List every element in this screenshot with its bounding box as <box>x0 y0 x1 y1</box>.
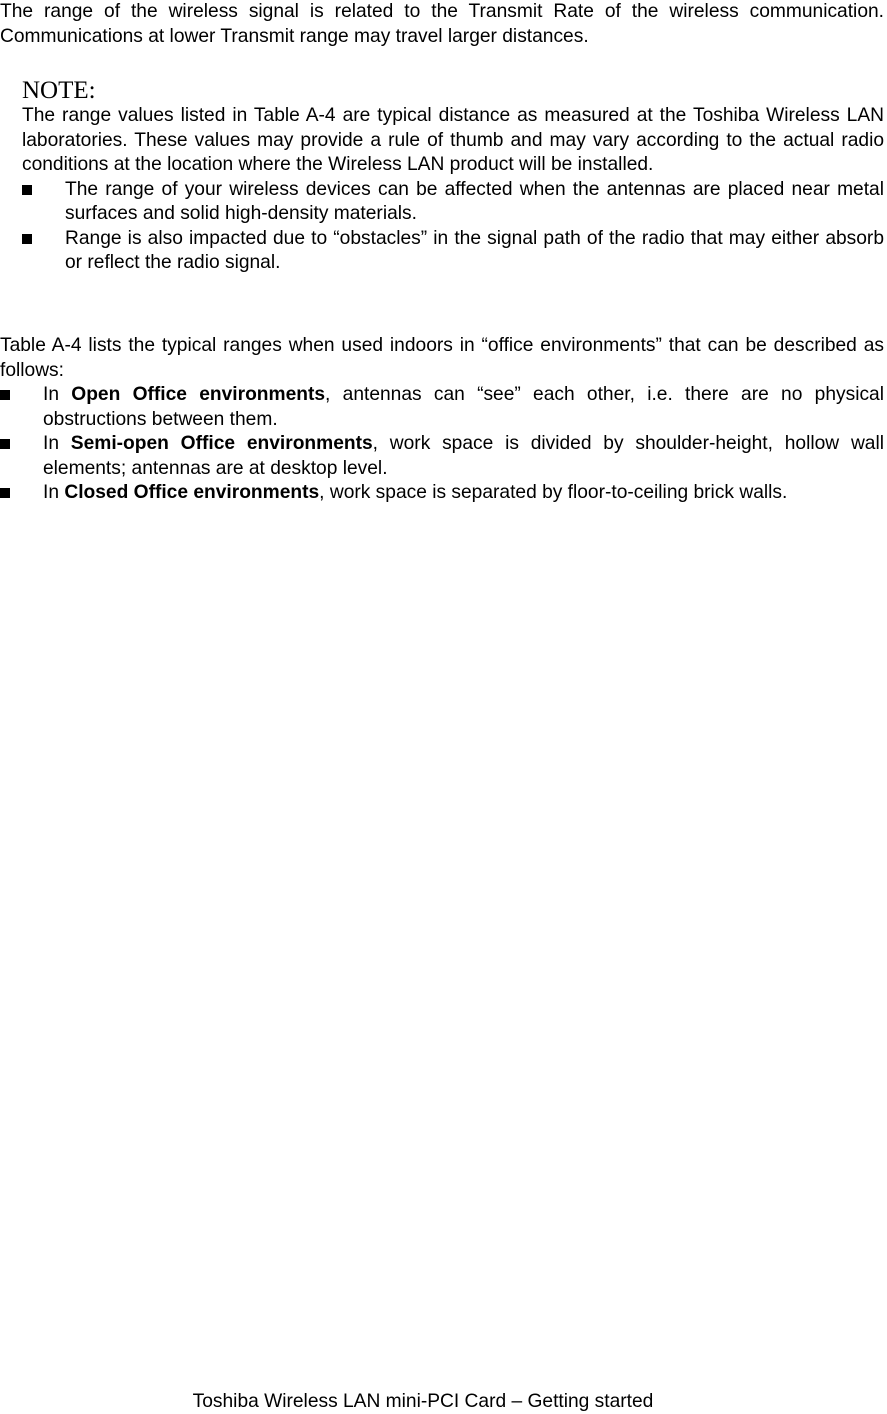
square-bullet-icon <box>22 185 32 195</box>
environment-name: Open Office environments <box>71 384 326 405</box>
square-bullet-icon <box>22 234 32 244</box>
item-prefix: In <box>43 482 65 503</box>
list-item <box>0 383 884 432</box>
item-prefix: In <box>43 433 71 454</box>
bullet-text: Range is also impacted due to “obstacles” in the signal path of the radio that may either absorb or reflect the radio signal. <box>65 227 884 273</box>
bullet-text: The range of your wireless devices can be affected when the antennas are placed near metal surfaces and solid high-density materials. <box>65 178 884 224</box>
page-footer: Toshiba Wireless LAN mini-PCI Card – Getting started <box>192 1391 654 1412</box>
item-prefix: In <box>43 384 72 405</box>
square-bullet-icon <box>0 439 10 449</box>
note-body: The range values listed in Table A-4 are typical distance as measured at the Toshiba Wireless LAN laboratories. These values may provide a rule of thumb and may vary according to the actual radio conditions at the location where the Wireless LAN product will be installed. <box>22 105 884 175</box>
environment-name: Semi-open Office environments <box>70 433 373 454</box>
list-item <box>0 481 884 506</box>
table-description-section <box>0 334 884 506</box>
square-bullet-icon <box>0 390 10 400</box>
list-item <box>0 432 884 481</box>
list-item <box>22 227 884 276</box>
table-description-paragraph: Table A-4 lists the typical ranges when used indoors in “office environments” that can be described as follows: <box>0 335 884 381</box>
note-bullet-list <box>22 178 884 276</box>
item-description: , antennas can “see” each other, i.e. there are no physical obstructions between them. <box>43 384 884 430</box>
environment-list <box>0 383 884 506</box>
intro-section <box>0 0 884 49</box>
note-section <box>22 78 884 276</box>
note-title: NOTE: <box>22 77 96 104</box>
list-item <box>22 178 884 227</box>
item-description: , work space is separated by floor-to-ceiling brick walls. <box>319 482 788 503</box>
item-description: , work space is divided by shoulder-height, hollow wall elements; antennas are at desktop level. <box>43 433 884 479</box>
square-bullet-icon <box>0 488 10 498</box>
environment-name: Closed Office environments <box>64 482 320 503</box>
intro-paragraph: The range of the wireless signal is related to the Transmit Rate of the wireless communication. Communications at lower Transmit range may travel larger distances. <box>0 1 884 47</box>
